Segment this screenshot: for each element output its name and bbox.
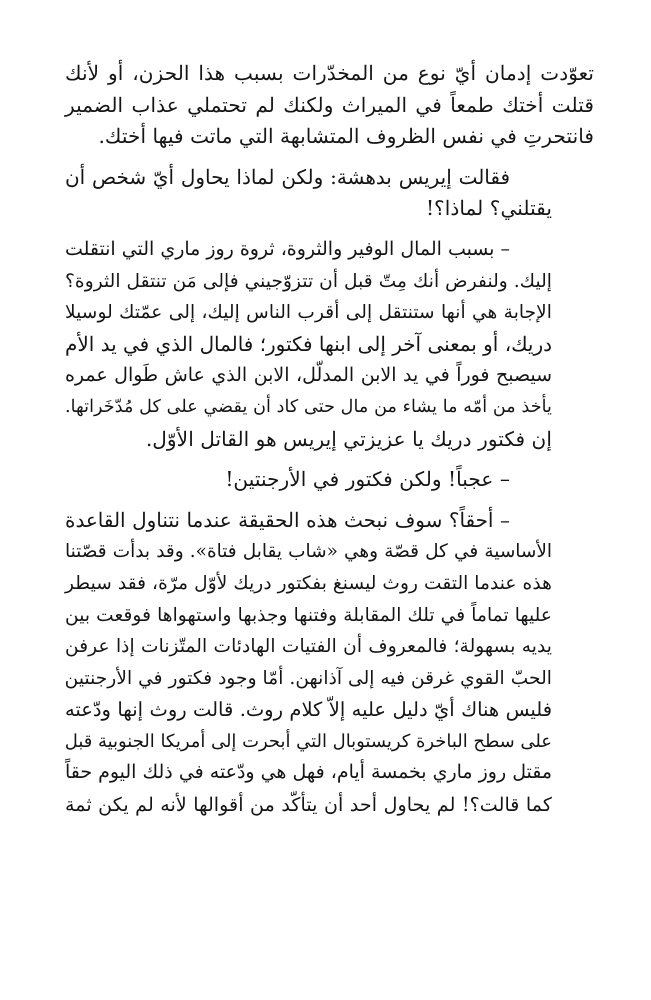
- text-line: – بسبب المال الوفير والثروة، ثروة روز ماري التي انتقلت: [65, 237, 510, 260]
- text-line: سيصبح فوراً في يد الابن المدلّل، الابن الذي عاش طَوال عمره: [65, 364, 552, 387]
- paragraph: [65, 162, 594, 225]
- text-line: مقتل روز ماري بخمسة أيام، فهل هي ودّعته في ذلك اليوم حقاً: [65, 761, 552, 784]
- text-line: يديه بسهولة؛ فالمعروف أن الفتيات الهادئات المتّزنات إذا عرفن: [65, 636, 552, 658]
- text-line: – أحقاً؟ سوف نبحث هذه الحقيقة عندما نتناول القاعدة: [65, 507, 510, 532]
- text-line: يقتلني؟ لماذا؟!: [425, 196, 552, 221]
- text-line: كما قالت؟! لم يحاول أحد أن يتأكّد من أقوالها لأنه لم يكن ثمة: [65, 793, 552, 817]
- text-line: – عجباً! ولكن فكتور في الأرجنتين!: [225, 467, 510, 492]
- text-line: قتلت أختك طمعاً في الميراث ولكنك لم تحتملي عذاب الضمير: [65, 92, 594, 117]
- paragraph: [65, 234, 594, 455]
- text-line: الأساسية في كل قصّة وهي «شاب يقابل فتاة». وقد بدأت قصّتنا: [65, 541, 552, 563]
- book-page: [65, 58, 594, 830]
- text-line: فليس هناك أيّ دليل عليه إلاّ كلام روث. قالت روث إنها ودّعته: [65, 698, 552, 722]
- text-line: عليها تماماً في تلك المقابلة وفتنها وجذبها واستهواها فوقعت بين: [65, 604, 552, 626]
- text-line: فقالت إيريس بدهشة: ولكن لماذا يحاول أيّ شخص أن: [65, 164, 510, 189]
- text-line: الحبّ القوي غرقن فيه إلى آذانهن. أمّا وجود فكتور في الأرجنتين: [64, 667, 552, 689]
- text-line: يأخذ من أمّه ما يشاء من مال حتى كاد أن يقضي على كل مُدّخَراتها.: [65, 396, 552, 417]
- text-line: إليك. ولنفرض أنك مِتّ قبل أن تتزوّجيني فإلى مَن تنتقل الثروة؟: [65, 270, 552, 292]
- text-line: تعوّدت إدمان أيّ نوع من المخدّرات بسبب هذا الحزن، أو لأنك: [65, 61, 594, 85]
- text-line: هذه عندما التقت روث ليسنغ بفكتور دريك لأوّل مرّة، فقد سيطر: [65, 572, 552, 594]
- text-line: الإجابة هي أنها ستنتقل إلى أقرب الناس إليك، إلى عمّتك لوسيلا: [65, 302, 552, 324]
- paragraph: [65, 464, 594, 496]
- text-line: فانتحرتِ في نفس الظروف المتشابهة التي ماتت فيها أختك.: [98, 124, 594, 149]
- paragraph: [65, 58, 594, 153]
- text-line: إن فكتور دريك يا عزيزتي إيريس هو القاتل الأوّل.: [145, 426, 552, 451]
- text-line: على سطح الباخرة كريستوبال التي أبحرت إلى أمريكا الجنوبية قبل: [64, 730, 552, 752]
- text-line: دريك، أو بمعنى آخر إلى ابنها فكتور؛ فالمال الذي في يد الأم: [65, 331, 552, 356]
- paragraph: [65, 505, 594, 821]
